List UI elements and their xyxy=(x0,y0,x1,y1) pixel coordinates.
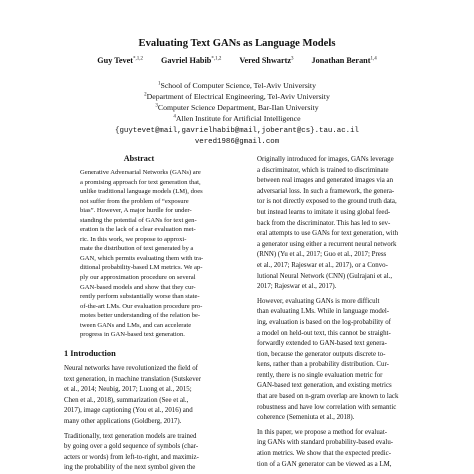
text-line: kens, rather than a probability distribution. Cur- xyxy=(257,361,389,369)
text-line: (RNN) (Yu et al., 2017; Guo et al., 2017; Press xyxy=(257,251,387,259)
author-name: Gavriel Habib xyxy=(161,56,212,65)
affiliation xyxy=(0,92,474,102)
author-list xyxy=(0,56,474,65)
author-affiliation-marker: 3 xyxy=(290,56,294,62)
author-affiliation-marker: 1,4 xyxy=(370,56,377,62)
author-name: Guy Tevet xyxy=(97,56,133,65)
text-line: et al., 2014; Neubig, 2017; Luong et al., 2015; xyxy=(64,386,192,394)
text-line: GAN-based text generation, and existing metrics xyxy=(257,382,392,390)
affiliation-marker: 1 xyxy=(157,81,161,87)
text-line: of-the-art LMs. Our evaluation procedure pro- xyxy=(80,302,203,310)
text-line: motes better understanding of the relation be- xyxy=(80,312,201,320)
text-line: a promising approach for text generation that, xyxy=(80,178,201,186)
text-line: a discriminator, which is trained to discriminate xyxy=(257,166,389,174)
author-affiliation-marker: *,1,2 xyxy=(211,56,222,62)
text-line: Originally introduced for images, GANs leverage xyxy=(257,156,394,163)
introduction-body xyxy=(64,364,201,474)
author-email: vered1986@gmail.com xyxy=(194,138,280,146)
text-line: ply our approximation procedure on several xyxy=(80,274,196,282)
abstract-heading: Abstract xyxy=(123,154,155,163)
text-line: rently, there is no single evaluation metric for xyxy=(257,371,383,379)
author-name: Jonathan Berant xyxy=(311,56,371,65)
text-line: lutional Neural Network (CNN) (Gulrajani et al., xyxy=(257,272,393,280)
affiliation xyxy=(0,81,474,91)
text-line: tion of a GAN generator can be viewed as a LM, xyxy=(257,460,392,468)
text-line: standing the potential of GANs for text gen- xyxy=(80,216,197,224)
text-line: However, evaluating GANs is more difficult xyxy=(257,297,380,305)
section-heading: 1 Introduction xyxy=(64,349,116,358)
text-line: GAN, which permits evaluating them with tra- xyxy=(80,254,204,262)
author-affiliation-marker: *,1,2 xyxy=(133,56,143,62)
text-line: rently perform substantially worse than state- xyxy=(80,293,200,301)
text-line: back from the discriminator. This has led to sev- xyxy=(257,219,391,227)
text-line: tor is not directly exposed to the ground truth data, xyxy=(257,198,397,206)
text-line: many other applications (Goldberg, 2017). xyxy=(64,417,182,425)
text-line: than evaluating LMs. While in language model- xyxy=(257,308,390,316)
text-line: mate the distribution of text generated by a xyxy=(80,245,194,253)
author-email: {guytevet@mail,gavrielhabib@mail,joberant@cs}.tau.ac.il xyxy=(115,127,359,135)
affiliation-marker: 2 xyxy=(144,92,147,98)
text-line: ric. In this work, we propose to approxi- xyxy=(80,235,187,243)
author xyxy=(161,56,221,65)
text-line: acters or words) from left-to-right, and maximiz- xyxy=(64,453,199,461)
text-line: 2017), image captioning (You et al., 2016) and xyxy=(64,407,193,415)
affiliation-text: Allen Institute for Artificial Intelligence xyxy=(175,114,301,123)
text-line: eral attempts to use GANs for text generation, with xyxy=(257,230,399,238)
affiliation xyxy=(0,114,474,124)
affiliation xyxy=(0,103,474,113)
text-line: ation metrics. We show that the expected predic- xyxy=(257,450,392,458)
text-line: ing GANs with standard probability-based evalu- xyxy=(257,439,394,447)
text-line: bias”. However, A major hurdle for under- xyxy=(80,207,192,215)
text-line: tween GANs and LMs, and can accelerate xyxy=(80,321,192,329)
text-line: by going over a gold sequence of symbols (char- xyxy=(64,443,199,451)
text-line: Generative Adversarial Networks (GANs) are xyxy=(80,169,201,176)
author xyxy=(312,56,377,65)
affiliation-marker: 3 xyxy=(155,103,158,109)
abstract-body xyxy=(80,168,203,340)
text-line: progress in GAN-based text generation. xyxy=(80,331,185,339)
text-line: forwardly extended to GAN-based text genera- xyxy=(257,340,387,348)
text-line: Traditionally, text generation models are trained xyxy=(64,432,197,440)
text-line: a model on held-out text, this cannot be straight- xyxy=(257,329,391,337)
author xyxy=(97,56,143,65)
text-line: Neural networks have revolutionized the field of xyxy=(64,365,198,372)
text-line: GAN-based models and show that they cur- xyxy=(80,283,196,291)
text-line: ditional probability-based LM metrics. We ap- xyxy=(80,264,203,272)
affiliation-text: School of Computer Science, Tel-Aviv University xyxy=(160,81,316,90)
text-line: eration is the lack of a clear evaluation met- xyxy=(80,226,196,234)
author-name: Vered Shwartz xyxy=(239,56,291,65)
text-line: a generator using either a recurrent neural network xyxy=(257,240,397,248)
affiliation-marker: 4 xyxy=(173,114,176,120)
text-line: not suffer from the problem of “exposure xyxy=(80,197,189,205)
text-line: ing the probability of the next symbol given the xyxy=(64,464,196,472)
text-line: 2017; Rajeswar et al., 2017). xyxy=(257,283,337,291)
text-line: text generation, in machine translation (Sutskever xyxy=(64,375,202,383)
text-line: but instead learns to imitate it using global feed- xyxy=(257,208,391,216)
text-line: et al., 2017; Rajeswar et al., 2017), or a Convo- xyxy=(257,261,388,269)
affiliation-text: Department of Electrical Engineering, Tel-Aviv University xyxy=(146,92,330,101)
text-line: robustness and have low correlation with semantic xyxy=(257,403,397,411)
affiliation-text: Computer Science Department, Bar-Ilan University xyxy=(157,103,319,112)
text-line: unlike traditional language models (LM), does xyxy=(80,188,203,196)
text-line: ing, evaluation is based on the log-probability of xyxy=(257,318,391,326)
text-line: coherence (Semeniuta et al., 2018). xyxy=(257,414,355,422)
text-line: between real images and generated images via an xyxy=(257,177,394,185)
text-line: adversarial loss. In such a framework, the genera- xyxy=(257,187,395,195)
paper-title: Evaluating Text GANs as Language Models xyxy=(138,38,336,49)
right-column-body xyxy=(257,155,398,470)
text-line: tion, because the generator outputs discrete to- xyxy=(257,350,386,358)
author xyxy=(239,56,293,65)
text-line: In this paper, we propose a method for evaluat- xyxy=(257,428,388,436)
text-line: Chen et al., 2018), summarization (See et al., xyxy=(64,396,189,404)
text-line: that are based on n-gram overlap are known to lack xyxy=(257,393,399,401)
